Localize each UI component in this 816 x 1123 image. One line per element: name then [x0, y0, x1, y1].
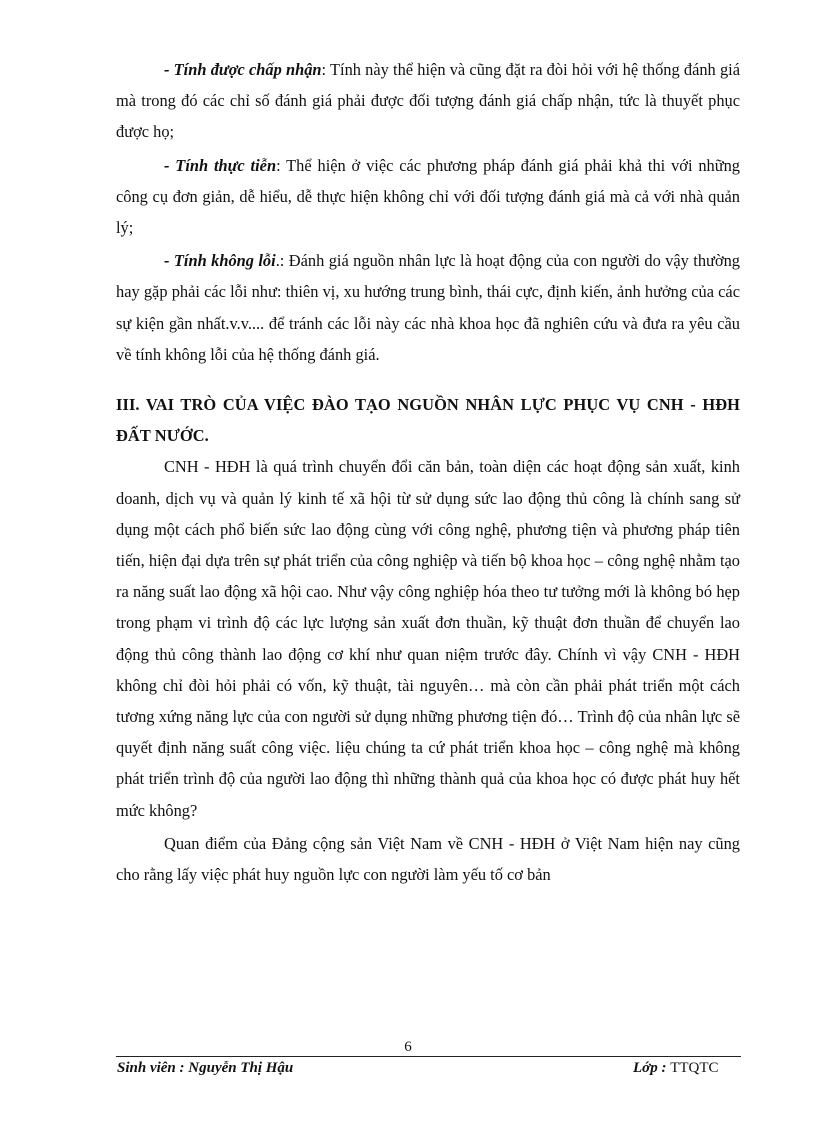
criterion-accepted-lead: - Tính được chấp nhận: [164, 60, 322, 79]
criterion-error-free-lead: - Tính không lỗi: [164, 251, 276, 271]
body-paragraph: CNH - HĐH là quá trình chuyển đổi căn bản, toàn diện các hoạt động sản xuất, kinh doanh, dịch vụ và quản lý kinh tế xã hội từ sử dụng sức lao động thủ công là chính sang sử dụng một cách phổ biến sức lao động cùng với công nghệ, phương tiện và phương pháp tiên tiến, hiện đại dựa trên sự phát triển của công nghiệp và tiến bộ khoa học – công nghệ nhằm tạo ra năng suất lao động xã hội cao. Như vậy công nghiệp hóa theo tư tưởng mới là không bó hẹp trong phạm vi trình độ các lực lượng sản xuất đơn thuần, kỹ thuật đơn thuần để chuyển lao động thủ công thành lao động cơ khí như quan niệm trước đây. Chính vì vậy CNH - HĐH không chỉ đòi hỏi phải có vốn, kỹ thuật, tài nguyên… mà còn cần phải phát triển một cách tương xứng năng lực của con người sử dụng những phương tiện đó… Trình độ của nhân lực sẽ quyết định năng suất công việc. liệu chúng ta cứ phát triển khoa học – công nghệ mà không phát triển trình độ của người lao động thì những thành quả của khoa học có được phát huy hết mức không?: [116, 457, 740, 820]
criterion-accepted: [116, 54, 740, 148]
criterion-error-free-text: .: Đánh giá nguồn nhân lực là hoạt động của con người do vậy thường hay gặp phải các lỗi như: thiên vị, xu hướng trung bình, thái cực, định kiến, ảnh hưởng của các sự kiện gần nhất.v.v.... để tránh các lỗi này các nhà khoa học đã nghiên cứu và đưa ra yêu cầu về tính không lỗi của hệ thống đánh giá.: [116, 251, 741, 364]
criterion-accepted-text: : Tính này thể hiện và cũng đặt ra đòi hỏi với hệ thống đánh giá mà trong đó các chỉ số đánh giá phải được đối tượng đánh giá chấp nhận, tức là thuyết phục được họ;: [116, 60, 740, 142]
criterion-error-free: [116, 245, 740, 370]
page-content: [116, 54, 740, 890]
criterion-practical-text: : Thể hiện ở việc các phương pháp đánh giá phải khả thi với những công cụ đơn giản, dễ hiểu, dễ thực hiện không chỉ với đối tượng đánh giá mà cả với nhà quản lý;: [116, 155, 741, 238]
criterion-practical: [116, 150, 740, 244]
footer-class-value: TTQTC: [670, 1060, 719, 1076]
footer-student: Sinh viên : Nguyễn Thị Hậu: [117, 1060, 294, 1076]
page-number: 6: [404, 1039, 412, 1055]
footer-divider: [116, 1056, 741, 1057]
footer-class-label: Lớp :: [633, 1060, 671, 1076]
section-heading: III. VAI TRÒ CỦA VIỆC ĐÀO TẠO NGUỒN NHÂN LỰC PHỤC VỤ CNH - HĐH ĐẤT NƯỚC.: [116, 395, 740, 446]
footer-class: [633, 1060, 719, 1077]
body-paragraph: Quan điểm của Đảng cộng sản Việt Nam về CNH - HĐH ở Việt Nam hiện nay cũng cho rằng lấy việc phát huy nguồn lực con người làm yếu tố cơ bản: [116, 833, 740, 885]
criterion-practical-lead: - Tính thực tiễn: [164, 155, 277, 175]
